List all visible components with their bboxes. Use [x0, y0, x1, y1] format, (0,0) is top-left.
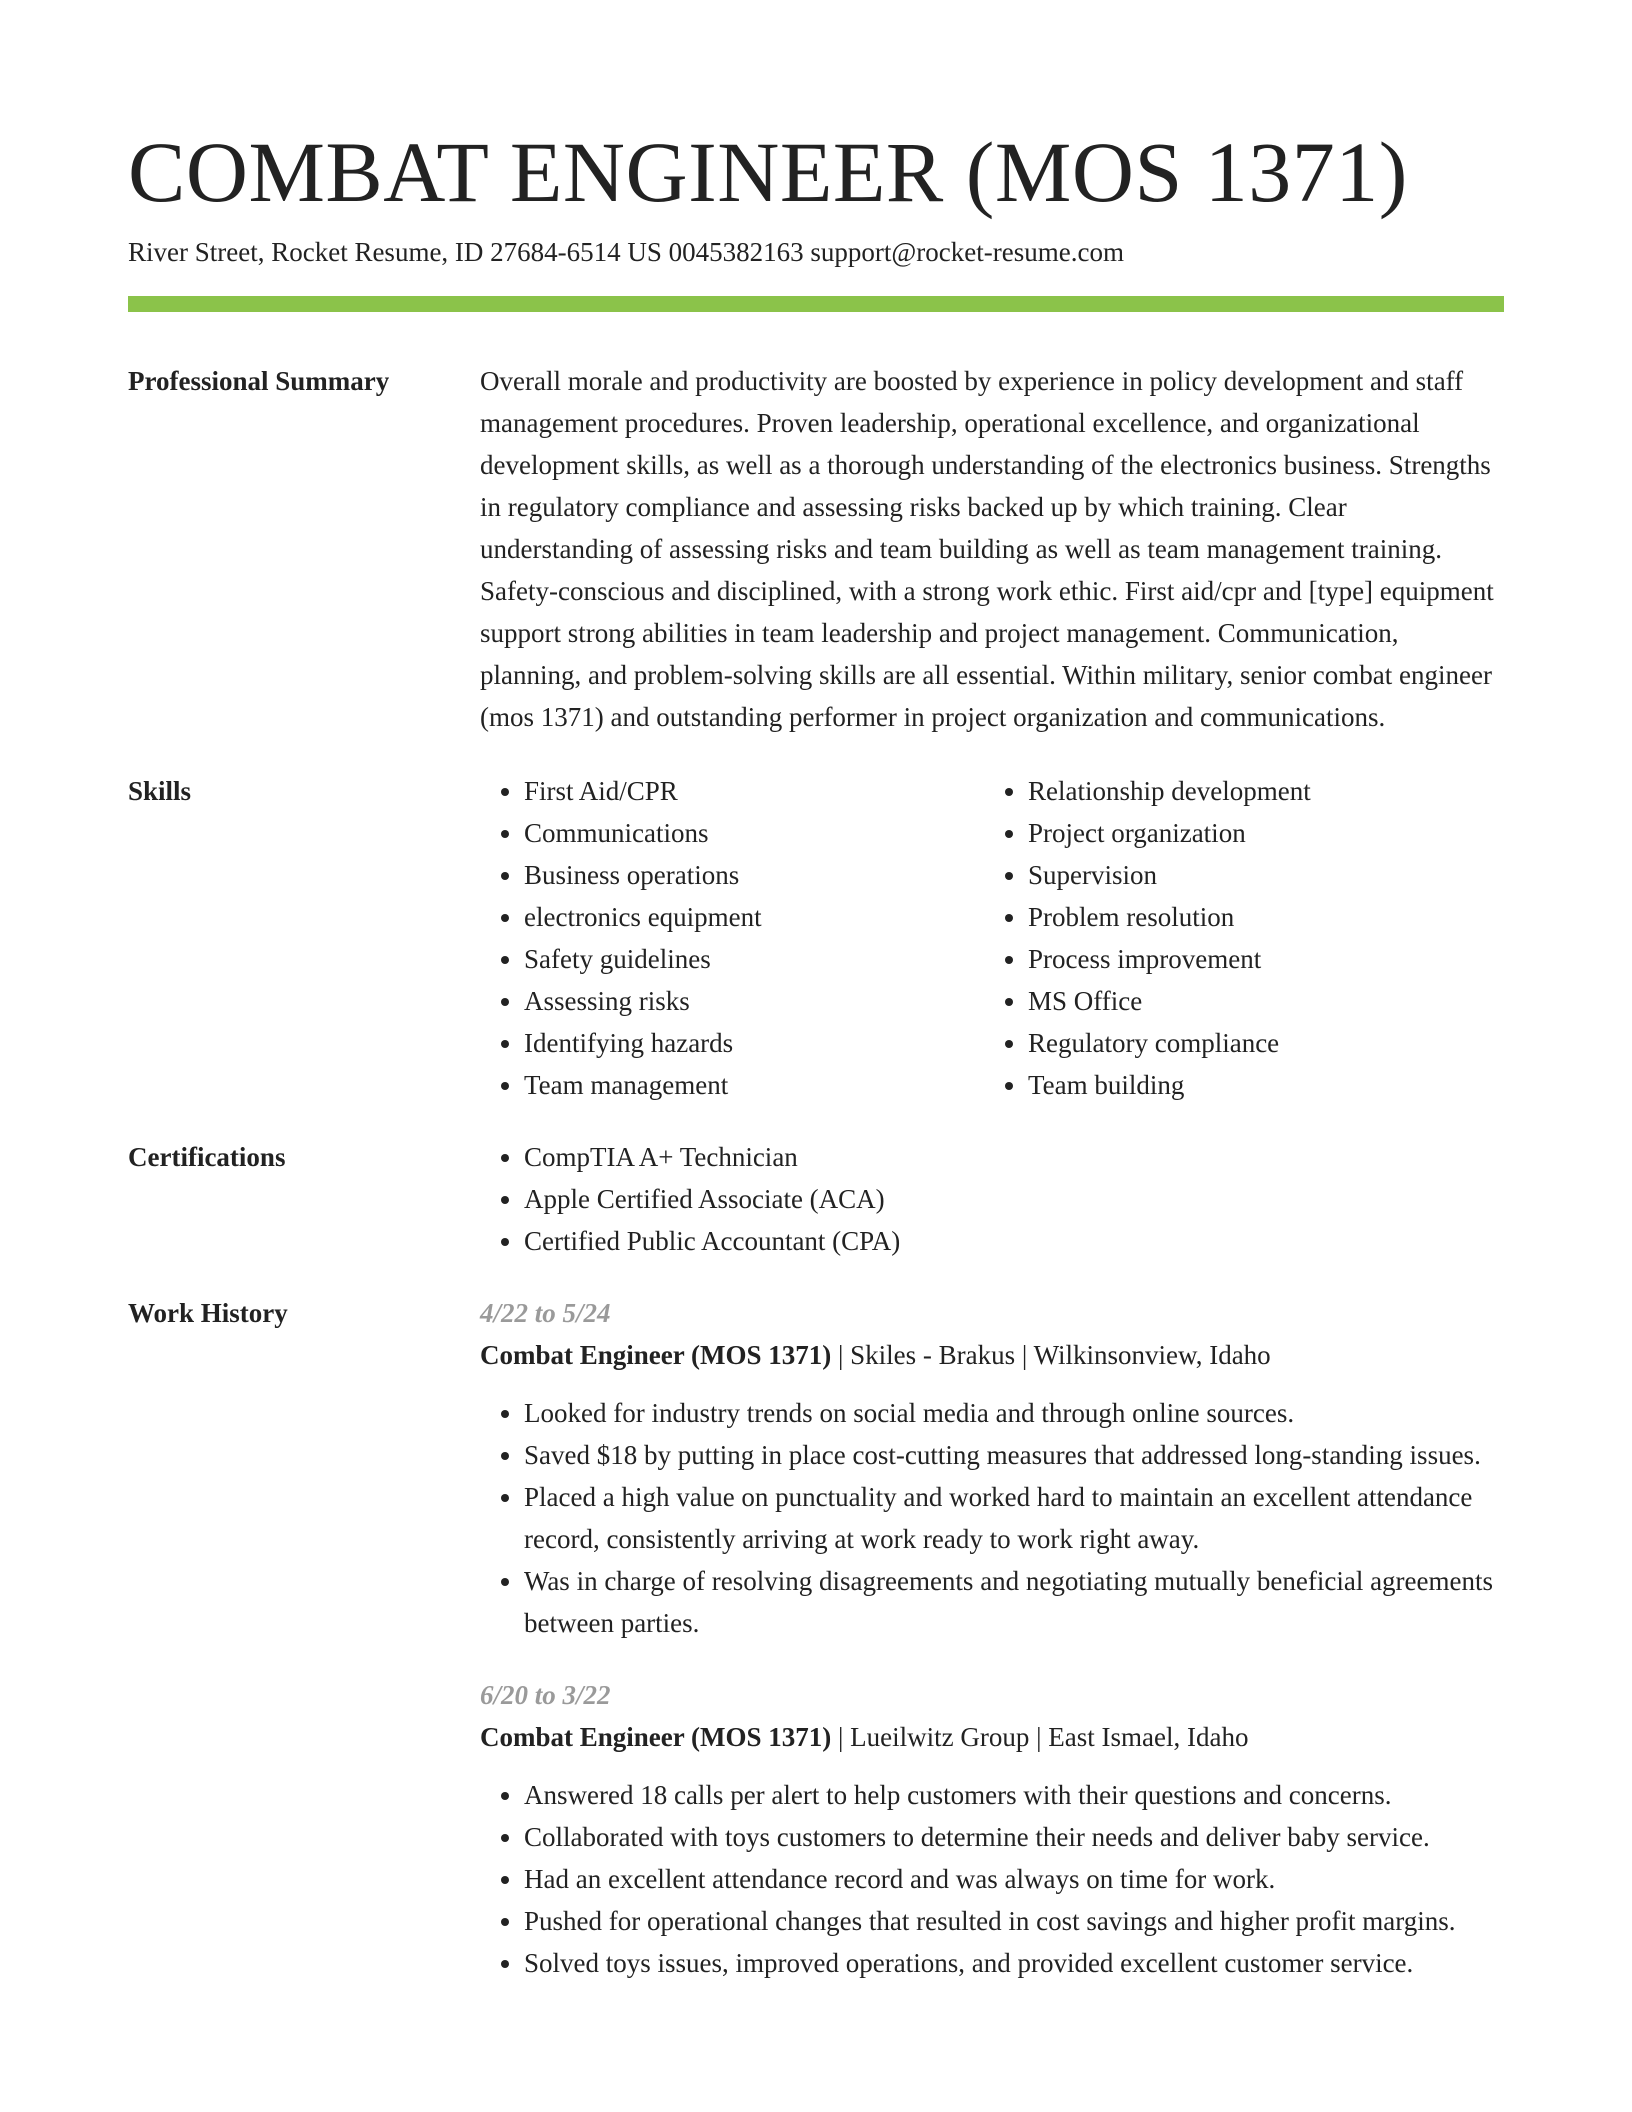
contact-line: River Street, Rocket Resume, ID 27684-6514 US 0045382163 support@rocket-resume.com [128, 237, 1124, 267]
skill-item: • Business operations [524, 854, 984, 896]
skill-item: • Team management [524, 1064, 984, 1106]
skill-item: • Safety guidelines [524, 938, 984, 980]
job-bullet: • Was in charge of resolving disagreements and negotiating mutually beneficial agreements between parties. [524, 1560, 1504, 1644]
job-bullet: • Answered 18 calls per alert to help customers with their questions and concerns. [524, 1774, 1504, 1816]
accent-divider [128, 296, 1504, 312]
skill-item: • Communications [524, 812, 984, 854]
summary-text: Overall morale and productivity are boosted by experience in policy development and staff management procedures. Proven leadership, operational excellence, and organizational development skills, as well as a thorough understanding of the electronics business. Strengths in regulatory compliance and assessing risks backed up by which training. Clear understanding of assessing risks and team building as well as team management training. Safety-conscious and disciplined, with a strong work ethic. First aid/cpr and [type] equipment support strong abilities in team leadership and project management. Communication, planning, and problem-solving skills are all essential. Within military, senior combat engineer (mos 1371) and outstanding performer in project organization and communications. [480, 366, 1494, 732]
skill-item: • Supervision [1028, 854, 1504, 896]
job-bullet-list [480, 1774, 1504, 1984]
job-bullet: • Placed a high value on punctuality and worked hard to maintain an excellent attendance record, consistently arriving at work ready to work right away. [524, 1476, 1504, 1560]
job-employer-location: | Lueilwitz Group | East Ismael, Idaho [831, 1722, 1249, 1752]
job-dates: 6/20 to 3/22 [480, 1680, 611, 1710]
skill-item: • Process improvement [1028, 938, 1504, 980]
job-bullet: • Collaborated with toys customers to determine their needs and deliver baby service. [524, 1816, 1504, 1858]
resume-name: COMBAT ENGINEER (MOS 1371) [128, 124, 1408, 220]
skill-item: • Project organization [1028, 812, 1504, 854]
skill-item: • Problem resolution [1028, 896, 1504, 938]
job-bullet: • Pushed for operational changes that resulted in cost savings and higher profit margins. [524, 1900, 1504, 1942]
skill-item: • MS Office [1028, 980, 1504, 1022]
skills-list-right [984, 770, 1504, 1106]
skill-item: • Identifying hazards [524, 1022, 984, 1064]
job-title: Combat Engineer (MOS 1371) [480, 1722, 832, 1752]
job-bullet: • Solved toys issues, improved operations, and provided excellent customer service. [524, 1942, 1504, 1984]
skill-item: • Assessing risks [524, 980, 984, 1022]
skill-item: • Regulatory compliance [1028, 1022, 1504, 1064]
summary-heading: Professional Summary [128, 366, 390, 396]
job-header [480, 1334, 1504, 1376]
certification-item: • Certified Public Accountant (CPA) [524, 1220, 1504, 1262]
certifications-section [128, 1106, 1504, 1262]
skill-item: • First Aid/CPR [524, 770, 984, 812]
skills-section [128, 738, 1504, 1106]
job-bullet: • Looked for industry trends on social media and through online sources. [524, 1392, 1504, 1434]
summary-section [128, 312, 1504, 738]
skill-item: • Team building [1028, 1064, 1504, 1106]
skills-columns [480, 770, 1504, 1106]
job-bullet-list [480, 1392, 1504, 1644]
skills-list-left [480, 770, 984, 1106]
job-dates: 4/22 to 5/24 [480, 1298, 611, 1328]
job-title: Combat Engineer (MOS 1371) [480, 1340, 832, 1370]
certification-item: • Apple Certified Associate (ACA) [524, 1178, 1504, 1220]
job-entry [480, 1674, 1504, 1984]
certifications-body [480, 1136, 1504, 1262]
certifications-list [480, 1136, 1504, 1262]
job-employer-location: | Skiles - Brakus | Wilkinsonview, Idaho [831, 1340, 1271, 1370]
job-entry [480, 1292, 1504, 1644]
certifications-heading: Certifications [128, 1142, 286, 1172]
skills-heading: Skills [128, 776, 192, 806]
job-bullet: • Had an excellent attendance record and was always on time for work. [524, 1858, 1504, 1900]
skill-item: • Relationship development [1028, 770, 1504, 812]
skill-item: • electronics equipment [524, 896, 984, 938]
certification-item: • CompTIA A+ Technician [524, 1136, 1504, 1178]
job-bullet: • Saved $18 by putting in place cost-cutting measures that addressed long-standing issues. [524, 1434, 1504, 1476]
work-history-heading: Work History [128, 1298, 288, 1328]
job-header [480, 1716, 1504, 1758]
resume-page [128, 0, 1504, 1984]
work-history-section [128, 1262, 1504, 1984]
work-history-body [480, 1292, 1504, 1984]
